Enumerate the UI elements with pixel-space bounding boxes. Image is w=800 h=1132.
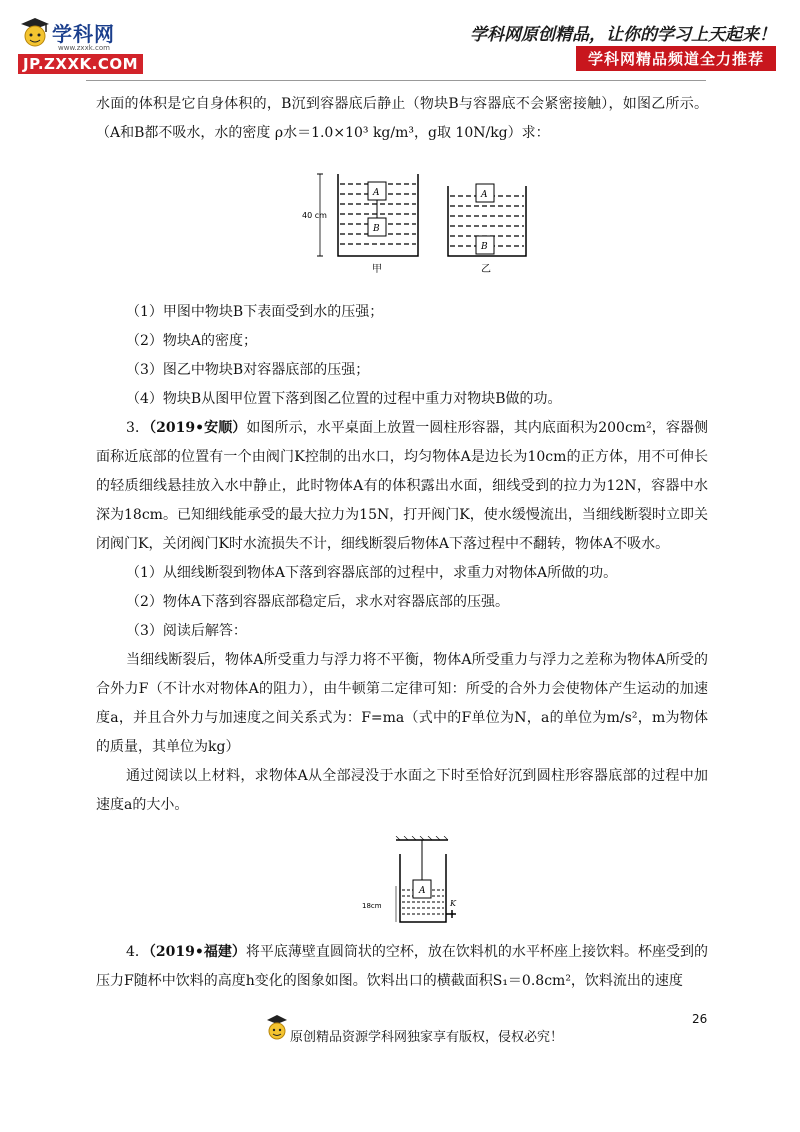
page-header [0,0,800,84]
sub-question-3: （3）阅读后解答： [126,623,247,639]
paragraph-intro: 水面的体积是它自身体积的，B沉到容器底后静止（物块B与容器底不会紧密接触），如图乙所示。（A和B都不吸水，水的密度 ρ水＝1.0×10³ kg/m³，g取 10N/kg）求： [96,96,708,141]
sub-question-2: （2）物体A下落到容器底部稳定后，求水对容器底部的压强。 [126,594,510,610]
label-k: K [450,899,456,908]
copyright-notice: 原创精品资源学科网独家享有版权，侵权必究！ [290,1030,564,1045]
problem-4-number: 4． [126,944,149,960]
figure-suspended-block [360,836,470,926]
depth-label: 18cm [362,902,382,910]
logo-url[interactable]: JP.ZXXK.COM [18,54,143,74]
question-2: （2）物块A的密度； [126,333,258,349]
container-jia [317,174,418,256]
problem-3-number: 3． [126,420,150,436]
caption-jia: 甲 [372,264,382,275]
reading-paragraph-2: 通过阅读以上材料，求物体A从全部浸没于水面之下时至恰好沉到圆柱形容器底部的过程中加速度a的大小。 [96,768,708,813]
logo-text: 学科网 [52,22,115,46]
height-label: 40 cm [302,211,327,220]
page-number: 26 [692,1012,708,1026]
caption-yi: 乙 [481,264,491,275]
problem-4-text: 将平底薄壁直圆筒状的空杯，放在饮料机的水平杯座上接饮料。杯座受到的压力F随杯中饮料的高度h变化的图象如图。饮料出口的横截面积S₁＝0.8cm²，饮料流出的速度 [96,944,708,989]
question-3: （3）图乙中物块B对容器底部的压强； [126,362,370,378]
mascot-icon [18,16,52,52]
problem-3 [96,414,708,559]
site-logo[interactable] [18,18,158,73]
label-a-yi: A [481,190,488,200]
question-4: （4）物块B从图甲位置下落到图乙位置的过程中重力对物块B做的功。 [126,391,562,407]
label-b-jia: B [373,224,380,234]
reading-paragraph-1: 当细线断裂后，物体A所受重力与浮力将不平衡，物体A所受重力与浮力之差称为物体A所受的合外力F（不计水对物体A的阻力），由牛顿第二定律可知：所受的合外力会使物体产生运动的加速度a，并且合外力与加速度之间关系式为：F=ma（式中的F单位为N，a的单位为m/s²，m为物体的质量，其单位为kg） [96,652,708,755]
channel-banner: 学科网精品频道全力推荐 [576,46,776,71]
label-a-jia: A [373,188,380,198]
mascot-icon [266,1014,288,1044]
header-divider [86,80,706,81]
problem-3-source: （2019•安顺） [149,420,247,436]
problem-4-source: （2019•福建） [148,944,246,960]
problem-4 [96,938,708,996]
logo-domain: www.zxxk.com [58,44,110,52]
question-1: （1）甲图中物块B下表面受到水的压强； [126,304,384,320]
sub-question-1: （1）从细线断裂到物体A下落到容器底部的过程中，求重力对物体A所做的功。 [126,565,618,581]
label-a-fig2: A [419,886,426,896]
problem-3-text: 如图所示，水平桌面上放置一圆柱形容器，其内底面积为200cm²，容器侧面称近底部的位置有一个由阀门K控制的出水口，均匀物体A是边长为10cm的正方体，用不可伸长的轻质细线悬挂放入水中静止，此时物体A有的体积露出水面，细线受到的拉力为12N，容器中水深为18cm。已知细线能承受的最大拉力为15N，打开阀门K，使水缓慢流出，当细线断裂时立即关闭阀门K，关闭阀门K时水流损失不计，细线断裂后物体A下落过程中不翻转，物体A不吸水。 [96,420,708,552]
slogan: 学科网原创精品，让你的学习上天起来！ [470,25,776,45]
figure-containers-jia-yi [300,162,530,282]
label-b-yi: B [481,242,488,252]
